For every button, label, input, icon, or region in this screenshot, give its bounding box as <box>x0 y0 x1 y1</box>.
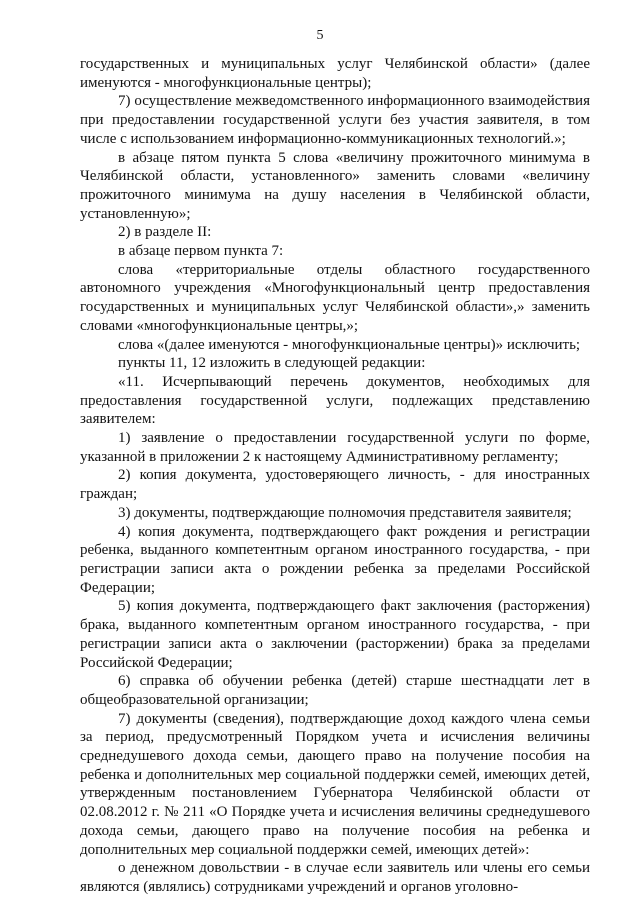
document-body <box>80 55 590 897</box>
paragraph: 2) копия документа, удостоверяющего личность, - для иностранных граждан; <box>80 467 590 503</box>
paragraph: слова «(далее именуются - многофункциональные центры)» исключить; <box>118 336 581 353</box>
paragraph: в абзаце первом пункта 7: <box>118 243 284 260</box>
paragraph: 6) справка об обучении ребенка (детей) старше шестнадцати лет в общеобразовательной организации; <box>80 673 590 708</box>
paragraph: 1) заявление о предоставлении государственной услуги по форме, указанной в приложении 2 к настоящему Административному регламенту; <box>80 430 590 465</box>
paragraph: 4) копия документа, подтверждающего факт рождения и регистрации ребенка, выданного компетентным органом иностранного государства, - при регистрации записи акта о рождении ребенка за пределами Российской Федерации; <box>80 523 590 596</box>
paragraph: 7) документы (сведения), подтверждающие доход каждого члена семьи за период, предусмотренный Порядком учета и исчисления величины среднедушевого дохода семьи, дающего право на получение пособия на ребенка и дополнительных мер социальной поддержки семей, имеющих детей, утвержденным постановлением Губернатора Челябинской области от 02.08.2012 г. № 211 «О Порядке учета и исчисления величины среднедушевого дохода семьи, дающего право на получение пособия на ребенка и дополнительных мер социальной поддержки семей, имеющих детей»: <box>80 710 590 858</box>
paragraph: в абзаце пятом пункта 5 слова «величину прожиточного минимума в Челябинской области, установленного» заменить словами «величину прожиточного минимума на душу населения в Челябинской области, установленную»; <box>80 149 590 222</box>
paragraph: 7) осуществление межведомственного информационного взаимодействия при предоставлении государственной услуги без участия заявителя, в том числе с использованием информационно-коммуникационных технологий.»; <box>80 93 590 147</box>
paragraph: «11. Исчерпывающий перечень документов, необходимых для предоставления государственной услуги, подлежащих представлению заявителем: <box>80 373 590 428</box>
paragraph: государственных и муниципальных услуг Челябинской области» (далее именуются - многофункциональные центры); <box>80 56 590 91</box>
page-number: 5 <box>316 28 324 43</box>
paragraph: о денежном довольствии - в случае если заявитель или члены его семьи являются (являлись) сотрудниками учреждений и органов уголовно- <box>80 860 590 895</box>
paragraph: 3) документы, подтверждающие полномочия представителя заявителя; <box>118 504 572 521</box>
paragraph: пункты 11, 12 изложить в следующей редакции: <box>118 355 426 372</box>
paragraph: слова «территориальные отделы областного государственного автономного учреждения «Многофункциональный центр предоставления государственных и муниципальных услуг Челябинской области»,» заменить словами «многофункциональные центры,»; <box>80 261 590 334</box>
paragraph: 2) в разделе II: <box>118 224 212 241</box>
paragraph: 5) копия документа, подтверждающего факт заключения (расторжения) брака, выданного компетентным органом иностранного государства, - при регистрации записи акта о заключении (расторжении) брака за пределами Российской Федерации; <box>80 598 590 671</box>
